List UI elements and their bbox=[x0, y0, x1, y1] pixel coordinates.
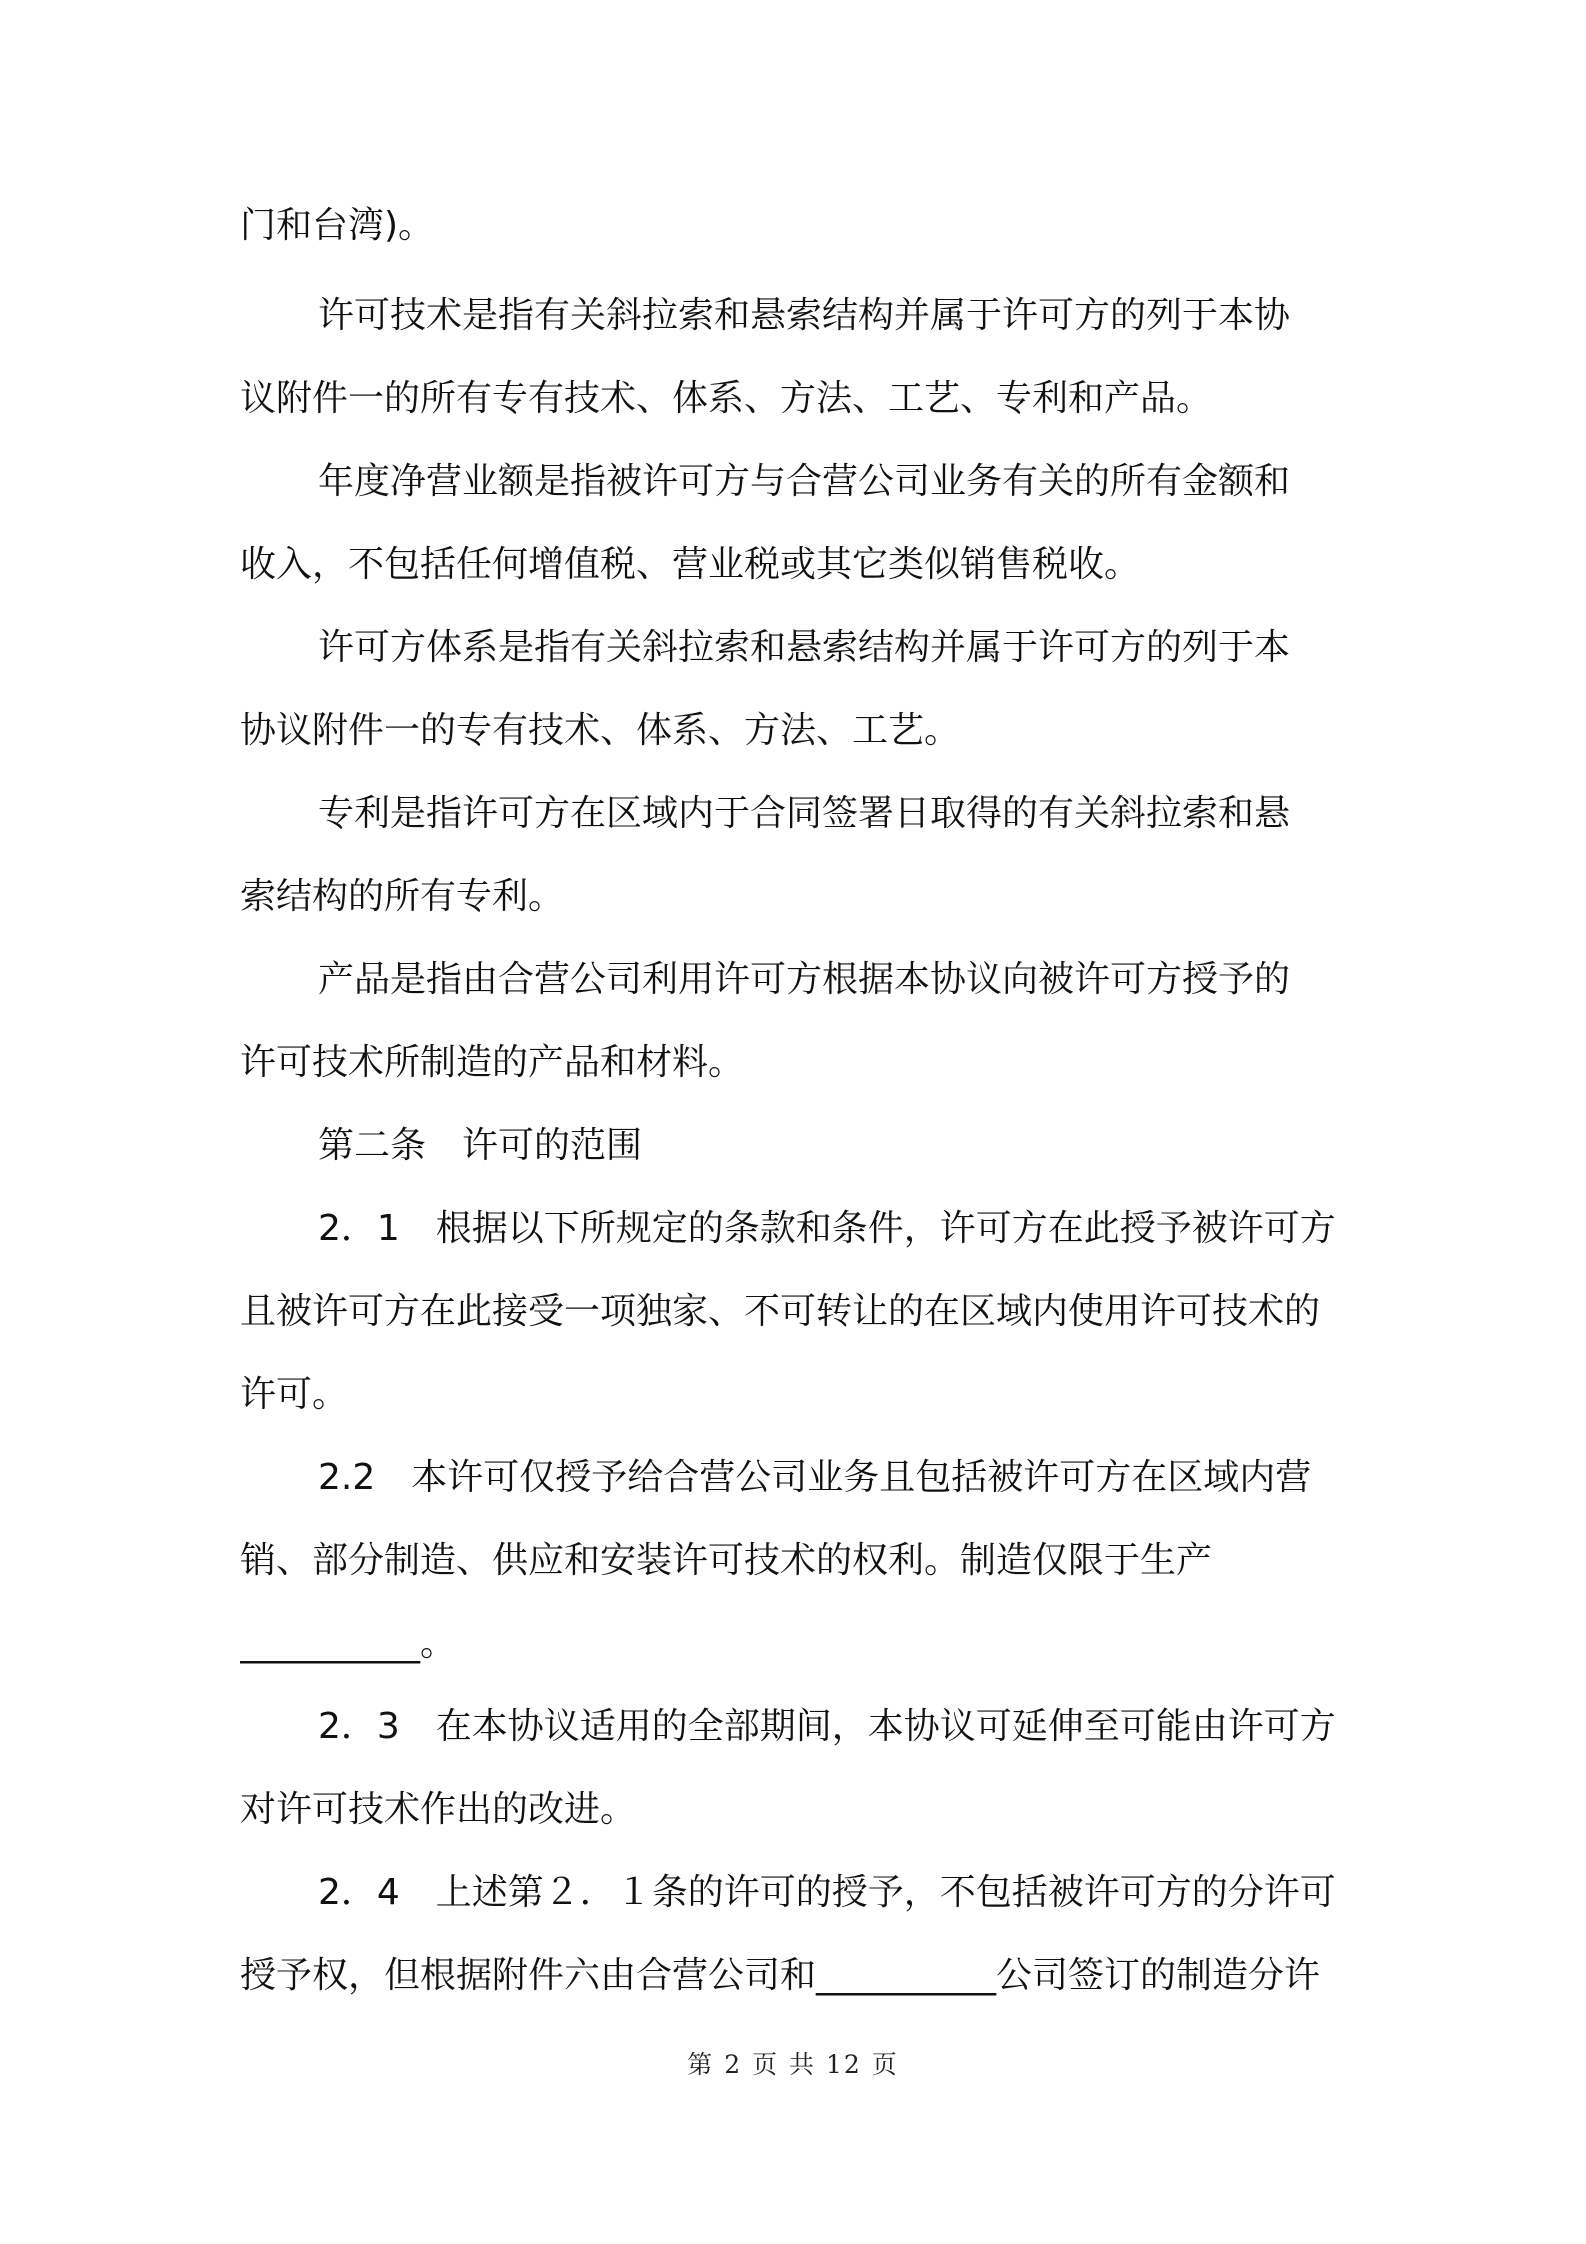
paragraph-licensed-technology: 许可技术是指有关斜拉索和悬索结构并属于许可方的列于本协 bbox=[318, 295, 1291, 336]
paragraph-annual-net-sales: 年度净营业额是指被许可方与合营公司业务有关的所有金额和 bbox=[318, 461, 1291, 502]
body-line: 门和台湾)。 bbox=[240, 205, 435, 246]
body-line: 销、部分制造、供应和安装许可技术的权利。制造仅限于生产 bbox=[240, 1540, 1213, 1581]
page-number-footer: 第 2 页 共 12 页 bbox=[687, 2050, 899, 2079]
body-line: 许可技术所制造的产品和材料。 bbox=[240, 1042, 745, 1083]
clause-2-1: 2．1 根据以下所规定的条款和条件，许可方在此授予被许可方 bbox=[318, 1208, 1336, 1249]
body-line: 对许可技术作出的改进。 bbox=[240, 1789, 637, 1830]
clause-2-3: 2．3 在本协议适用的全部期间，本协议可延伸至可能由许可方 bbox=[318, 1706, 1336, 1747]
paragraph-products: 产品是指由合营公司利用许可方根据本协议向被许可方授予的 bbox=[318, 959, 1291, 1000]
paragraph-patents: 专利是指许可方在区域内于合同签署日取得的有关斜拉索和悬 bbox=[318, 793, 1291, 834]
body-line: 索结构的所有专利。 bbox=[240, 876, 565, 917]
clause-2-2: 2.2 本许可仅授予给合营公司业务且包括被许可方在区域内营 bbox=[318, 1457, 1312, 1498]
body-line: 且被许可方在此接受一项独家、不可转让的在区域内使用许可技术的 bbox=[240, 1291, 1321, 1332]
body-line: 议附件一的所有专有技术、体系、方法、工艺、专利和产品。 bbox=[240, 378, 1213, 419]
body-line: 授予权，但根据附件六由合营公司和__________公司签订的制造分许 bbox=[240, 1955, 1321, 1996]
body-line: 许可。 bbox=[240, 1374, 349, 1415]
section-heading: 第二条 许可的范围 bbox=[318, 1125, 643, 1166]
body-line: 协议附件一的专有技术、体系、方法、工艺。 bbox=[240, 710, 961, 751]
clause-2-4: 2．4 上述第２．１条的许可的授予，不包括被许可方的分许可 bbox=[318, 1872, 1336, 1913]
blank-fill-line: __________。 bbox=[240, 1623, 457, 1664]
paragraph-licensor-system: 许可方体系是指有关斜拉索和悬索结构并属于许可方的列于本 bbox=[318, 627, 1291, 668]
body-line: 收入，不包括任何增值税、营业税或其它类似销售税收。 bbox=[240, 544, 1141, 585]
